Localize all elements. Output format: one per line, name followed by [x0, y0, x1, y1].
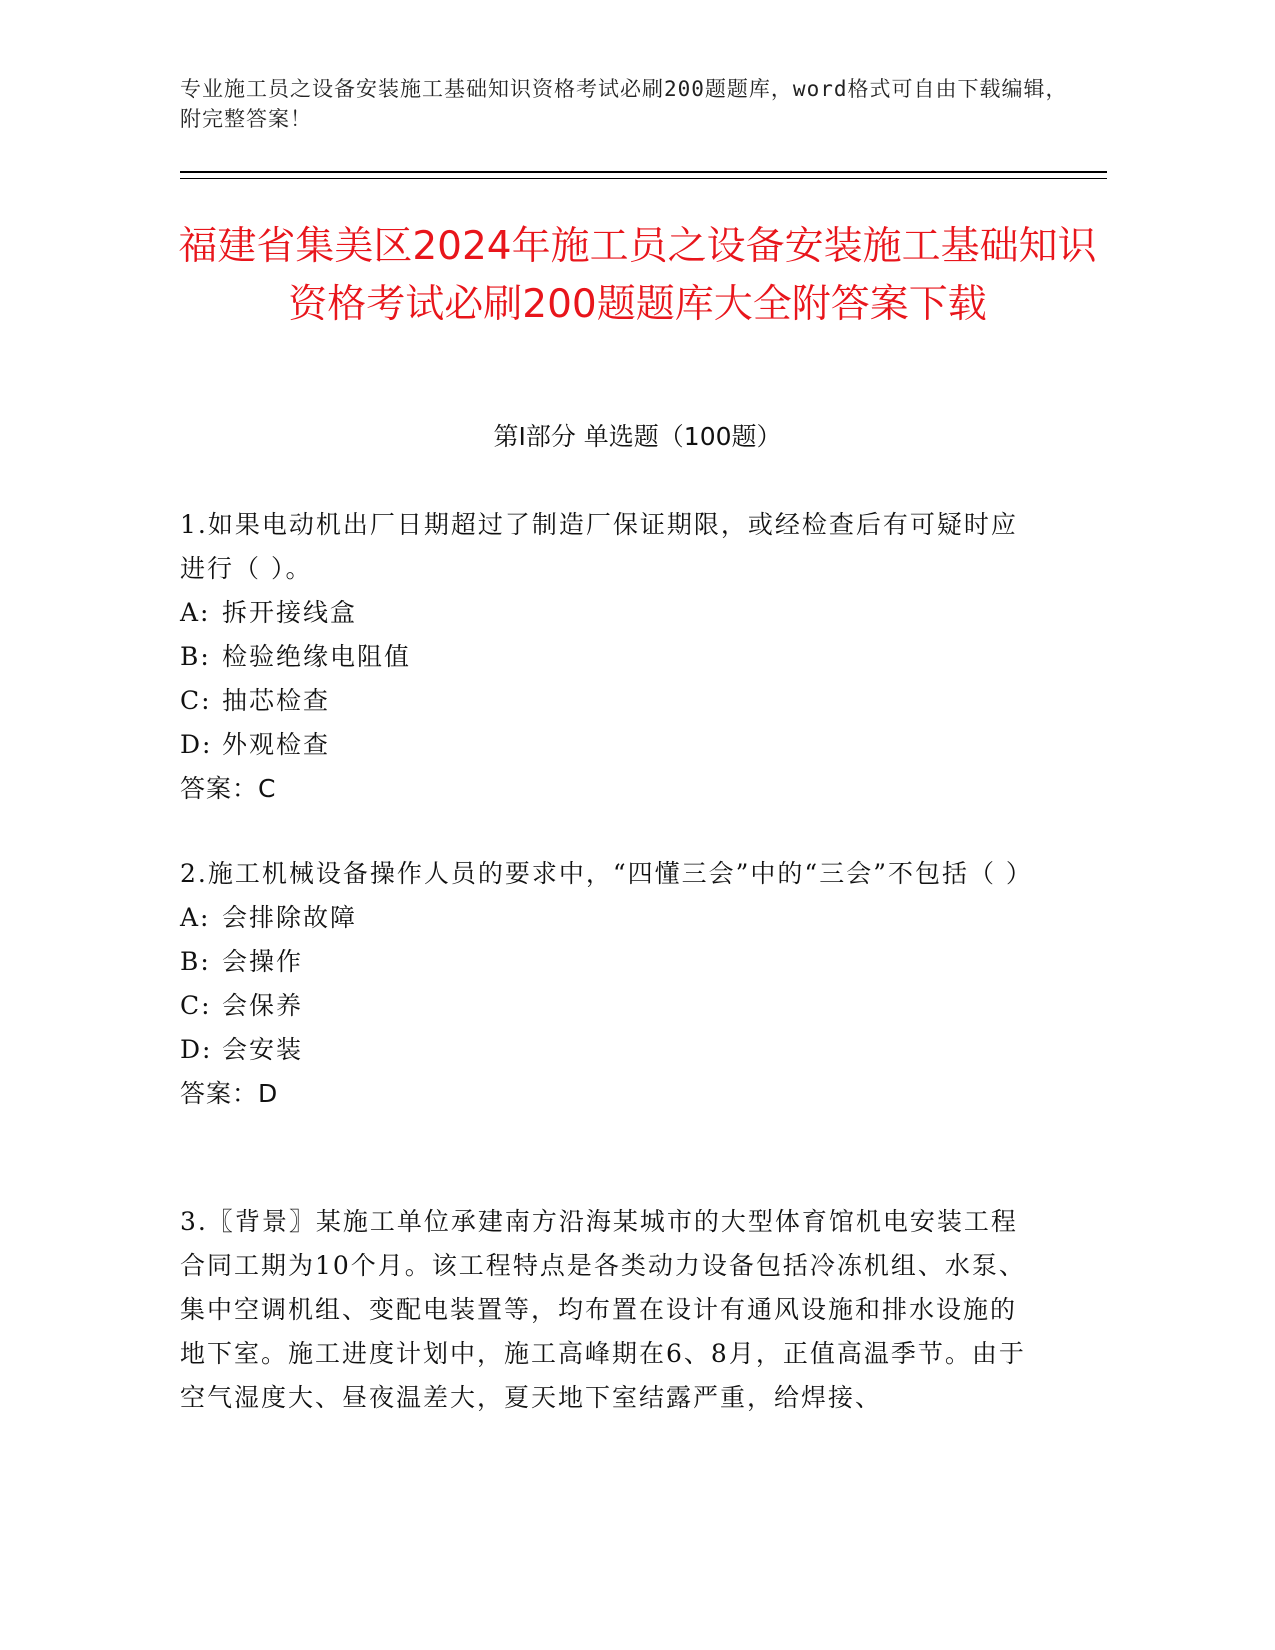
section-heading: 第Ⅰ部分 单选题（100题）	[493, 422, 782, 451]
option-key: D:	[180, 730, 213, 759]
header-rule-thin	[180, 178, 1107, 179]
option-text: 会安装	[222, 1035, 304, 1064]
option-text: 抽芯检查	[222, 686, 331, 715]
option-key: A:	[180, 598, 211, 627]
option-a	[180, 896, 1030, 940]
option-text: 拆开接线盒	[222, 598, 358, 627]
option-key: C:	[180, 991, 212, 1020]
question-2	[180, 852, 1033, 1116]
question-text: 2.施工机械设备操作人员的要求中，“四懂三会”中的“三会”不包括（ ）	[180, 859, 1033, 888]
option-text: 外观检查	[222, 730, 331, 759]
option-key: D:	[180, 1035, 213, 1064]
option-key: B:	[180, 642, 211, 671]
answer: 答案：C	[180, 774, 277, 803]
question-text: 1.如果电动机出厂日期超过了制造厂保证期限，或经检查后有可疑时应进行（ ）。	[180, 510, 1018, 583]
option-key: C:	[180, 686, 212, 715]
header-rule-thick	[180, 171, 1107, 173]
option-text: 会保养	[222, 991, 304, 1020]
document-title: 福建省集美区2024年施工员之设备安装施工基础知识资格考试必刷200题题库大全附答案下载	[178, 224, 1097, 327]
question-text: 3.〖背景〗某施工单位承建南方沿海某城市的大型体育馆机电安装工程合同工期为10个月。该工程特点是各类动力设备包括冷冻机组、水泵、集中空调机组、变配电装置等，均布置在设计有通风设施和排水设施的地下室。施工进度计划中，施工高峰期在6、8月，正值高温季节。由于空气湿度大、昼夜温差大，夏天地下室结露严重，给焊接、	[180, 1207, 1026, 1412]
option-b	[180, 940, 1030, 984]
question-3	[180, 1200, 1030, 1420]
option-text: 会操作	[222, 947, 304, 976]
answer: 答案：D	[180, 1079, 279, 1108]
option-d	[180, 723, 1030, 767]
option-key: A:	[180, 903, 211, 932]
option-text: 会排除故障	[222, 903, 358, 932]
option-c	[180, 679, 1030, 723]
option-d	[180, 1028, 1030, 1072]
header-note: 专业施工员之设备安装施工基础知识资格考试必刷200题题库，word格式可自由下载编辑，附完整答案！	[180, 77, 1068, 131]
option-b	[180, 635, 1030, 679]
option-key: B:	[180, 947, 211, 976]
option-text: 检验绝缘电阻值	[222, 642, 412, 671]
question-1	[180, 503, 1030, 811]
option-a	[180, 591, 1030, 635]
option-c	[180, 984, 1030, 1028]
